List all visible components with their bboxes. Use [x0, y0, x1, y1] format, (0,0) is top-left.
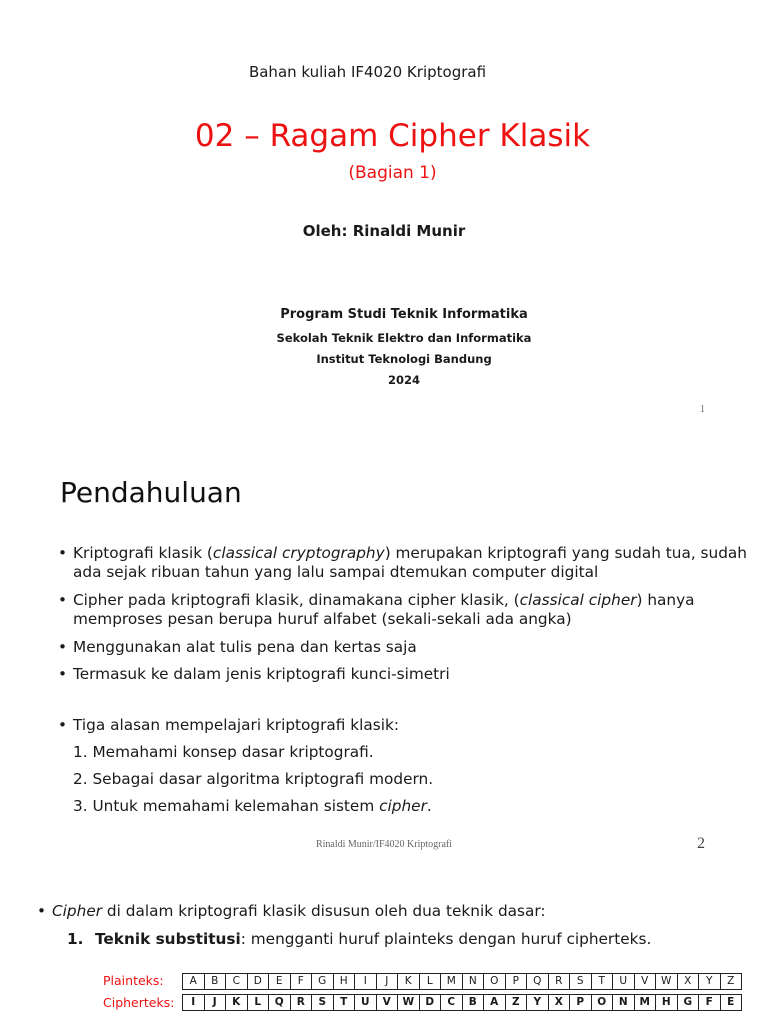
plaintext-letter-cell: M: [441, 974, 463, 990]
course-label: Bahan kuliah IF4020 Kriptografi: [248, 63, 487, 81]
plaintext-letter-cell: L: [419, 974, 441, 990]
ciphertext-letter-cell: I: [183, 995, 205, 1011]
page-number: 1: [700, 404, 705, 415]
ciphertext-letter-cell: Q: [269, 995, 291, 1011]
numbered-item: 2. Sebagai dasar algoritma kriptografi modern.: [73, 770, 434, 788]
plaintext-letter-cell: D: [247, 974, 269, 990]
plaintext-letter-cell: U: [613, 974, 635, 990]
slide-footer: Rinaldi Munir/IF4020 Kriptografi: [315, 839, 453, 850]
plaintext-letter-cell: O: [484, 974, 506, 990]
ciphertext-letter-cell: E: [720, 995, 742, 1011]
plaintext-letter-cell: T: [591, 974, 613, 990]
ciphertext-letter-cell: K: [226, 995, 248, 1011]
cipher-slide: • Cipher di dalam kriptografi klasik disusun oleh dua teknik dasar: 1. Teknik substitusi: mengganti huruf plainteks dengan huruf cipherteks. Plainteks: Cipherteks: A B C D E F G H I J K L M N O P Q R S T U V W X Y Z I J K L Q R S T U V W D C B A Z Y X P O N M H G F E: [0, 864, 768, 1024]
plaintext-letter-cell: A: [183, 974, 205, 990]
plaintext-letter-cell: N: [462, 974, 484, 990]
ciphertext-letter-cell: F: [699, 995, 721, 1011]
ciphertext-letter-cell: U: [355, 995, 377, 1011]
ciphertext-letter-cell: Y: [527, 995, 549, 1011]
plaintext-letter-cell: R: [548, 974, 570, 990]
intro-slide: Pendahuluan • Kriptografi klasik (classical cryptography) merupakan kriptografi yang sudah tua, sudah ada sejak ribuan tahun yang lalu sampai dtemukan computer digital • Cipher pada kriptografi klasik, dinamakana cipher klasik, (classical cipher) hanya memproses pesan berupa huruf alfabet (sekali-sekali ada angka) • Menggunakan alat tulis pena dan kertas saja • Termasuk ke dalam jenis kriptografi kunci-simetri • Tiga alasan mempelajari kriptografi klasik: 1. Memahami konsep dasar kriptografi. 2. Sebagai dasar algoritma kriptografi modern. 3. Untuk memahami kelemahan sistem cipher. Rinaldi Munir/IF4020 Kriptografi 2: [0, 432, 768, 864]
ciphertext-letter-cell: L: [247, 995, 269, 1011]
ciphertext-letter-cell: B: [462, 995, 484, 1011]
author-line: Oleh: Rinaldi Munir: [302, 222, 466, 240]
plaintext-letter-cell: V: [634, 974, 656, 990]
plaintext-letter-cell: I: [355, 974, 377, 990]
institute-name: Institut Teknologi Bandung: [316, 352, 492, 366]
ciphertext-letter-cell: N: [613, 995, 635, 1011]
ciphertext-letter-cell: D: [419, 995, 441, 1011]
ciphertext-letter-cell: P: [570, 995, 592, 1011]
ciphertext-letter-cell: Z: [505, 995, 527, 1011]
plaintext-letter-cell: B: [204, 974, 226, 990]
ciphertext-letter-cell: X: [548, 995, 570, 1011]
numbered-item: 1. Teknik substitusi: mengganti huruf plainteks dengan huruf cipherteks.: [67, 930, 652, 948]
plaintext-letter-cell: Y: [699, 974, 721, 990]
plaintext-letter-cell: P: [505, 974, 527, 990]
ciphertext-letter-cell: H: [656, 995, 678, 1011]
program-name: Program Studi Teknik Informatika: [280, 307, 528, 322]
plaintext-table: [182, 973, 742, 990]
page-number: 2: [697, 835, 705, 852]
ciphertext-letter-cell: V: [376, 995, 398, 1011]
plaintext-letter-cell: W: [656, 974, 678, 990]
plaintext-letter-cell: Z: [720, 974, 742, 990]
plaintext-letter-cell: H: [333, 974, 355, 990]
ciphertext-letter-cell: A: [484, 995, 506, 1011]
school-name: Sekolah Teknik Elektro dan Informatika: [276, 331, 532, 345]
plaintext-letter-cell: K: [398, 974, 420, 990]
ciphertext-letter-cell: C: [441, 995, 463, 1011]
plaintext-letter-cell: F: [290, 974, 312, 990]
plaintext-letter-cell: S: [570, 974, 592, 990]
slide-title: 02 – Ragam Cipher Klasik: [194, 118, 591, 154]
ciphertext-letter-cell: O: [591, 995, 613, 1011]
ciphertext-table: [182, 994, 742, 1011]
plaintext-label: Plainteks:: [103, 973, 164, 988]
slide-heading: Pendahuluan: [60, 476, 242, 509]
plaintext-letter-cell: J: [376, 974, 398, 990]
plaintext-letter-cell: C: [226, 974, 248, 990]
ciphertext-letter-cell: W: [398, 995, 420, 1011]
ciphertext-letter-cell: S: [312, 995, 334, 1011]
slide-subtitle: (Bagian 1): [348, 163, 437, 183]
ciphertext-letter-cell: J: [204, 995, 226, 1011]
plaintext-letter-cell: G: [312, 974, 334, 990]
numbered-item: 1. Memahami konsep dasar kriptografi.: [73, 743, 374, 761]
plaintext-letter-cell: E: [269, 974, 291, 990]
ciphertext-label: Cipherteks:: [103, 995, 175, 1010]
plaintext-letter-cell: Q: [527, 974, 549, 990]
title-slide: [0, 0, 768, 432]
year-label: 2024: [387, 373, 420, 387]
numbered-item: 3. Untuk memahami kelemahan sistem cipher.: [73, 797, 432, 815]
ciphertext-letter-cell: R: [290, 995, 312, 1011]
ciphertext-letter-cell: G: [677, 995, 699, 1011]
ciphertext-letter-cell: M: [634, 995, 656, 1011]
plaintext-letter-cell: X: [677, 974, 699, 990]
ciphertext-letter-cell: T: [333, 995, 355, 1011]
